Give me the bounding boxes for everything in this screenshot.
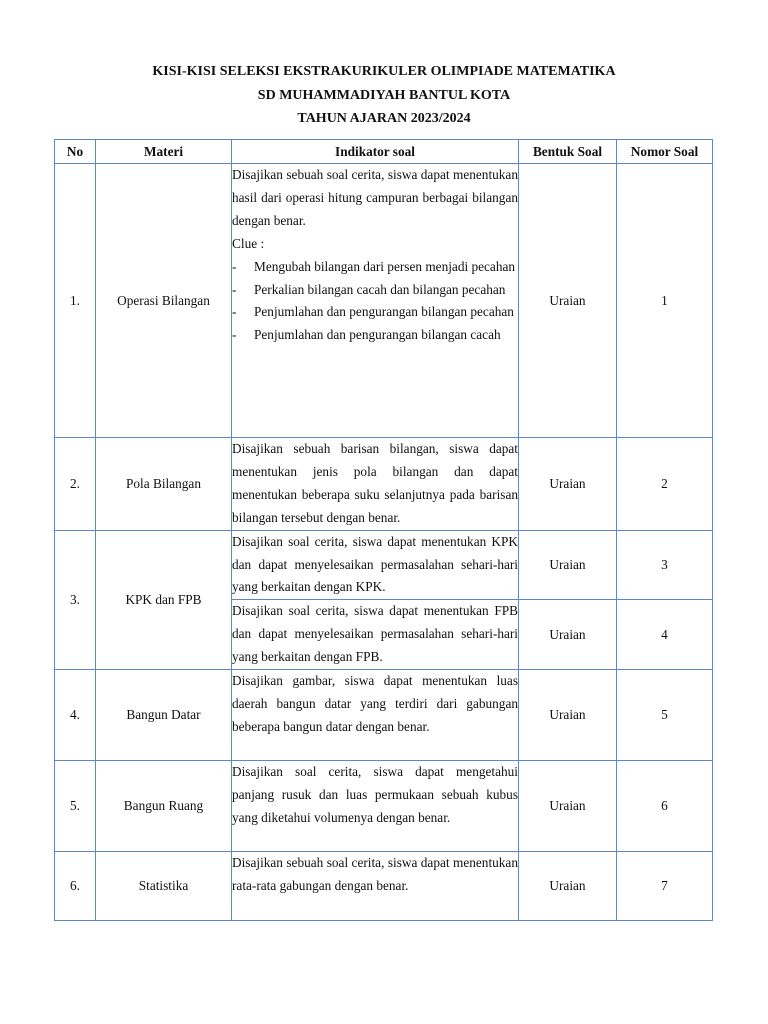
cell-indikator: Disajikan sebuah barisan bilangan, siswa dapat menentukan jenis pola bilangan dan dapat menentukan beberapa suku selanjutnya pada barisan bilangan tersebut dengan benar.	[232, 438, 519, 531]
title-line-3: TAHUN AJARAN 2023/2024	[297, 111, 471, 126]
cell-no: 3.	[55, 530, 96, 669]
cell-no: 2.	[55, 438, 96, 531]
table-row	[55, 852, 713, 921]
clue-item-text: Penjumlahan dan pengurangan bilangan pecahan	[254, 304, 514, 320]
table-row	[55, 670, 713, 761]
cell-no: 5.	[55, 761, 96, 852]
kisi-kisi-table	[54, 139, 713, 921]
cell-materi: Operasi Bilangan	[96, 164, 232, 438]
clue-item	[232, 256, 518, 279]
title-line-2: SD MUHAMMADIYAH BANTUL KOTA	[257, 87, 511, 103]
cell-bentuk-soal: Uraian	[519, 761, 617, 852]
header-materi: Materi	[96, 140, 232, 164]
table-row	[55, 164, 713, 438]
table-header-row	[55, 140, 713, 164]
cell-nomor-soal: 1	[617, 164, 713, 438]
cell-no: 6.	[55, 852, 96, 921]
cell-nomor-soal: 5	[617, 670, 713, 761]
cell-indikator	[232, 164, 519, 438]
clue-item	[232, 324, 518, 347]
cell-indikator: Disajikan soal cerita, siswa dapat menentukan FPB dan dapat menyelesaikan permasalahan sehari-hari yang berkaitan dengan FPB.	[232, 600, 519, 670]
document-title	[0, 60, 768, 131]
table-row	[55, 761, 713, 852]
cell-bentuk-soal: Uraian	[519, 600, 617, 670]
clue-label: Clue :	[232, 235, 265, 251]
bullet-marker: -	[232, 258, 237, 274]
cell-no: 4.	[55, 670, 96, 761]
cell-nomor-soal: 7	[617, 852, 713, 921]
table-row	[55, 530, 713, 600]
cell-nomor-soal: 6	[617, 761, 713, 852]
table-row	[55, 438, 713, 531]
cell-materi: Bangun Datar	[96, 670, 232, 761]
clue-item-text: Penjumlahan dan pengurangan bilangan cacah	[254, 327, 501, 343]
cell-bentuk-soal: Uraian	[519, 670, 617, 761]
cell-nomor-soal: 4	[617, 600, 713, 670]
cell-indikator: Disajikan soal cerita, siswa dapat mengetahui panjang rusuk dan luas permukaan sebuah kubus yang diketahui volumenya dengan benar.	[232, 761, 519, 852]
cell-bentuk-soal: Uraian	[519, 530, 617, 600]
cell-indikator: Disajikan soal cerita, siswa dapat menentukan KPK dan dapat menyelesaikan permasalahan sehari-hari yang berkaitan dengan KPK.	[232, 530, 519, 600]
cell-materi: Pola Bilangan	[96, 438, 232, 531]
clue-item-text: Perkalian bilangan cacah dan bilangan pecahan	[254, 281, 506, 297]
cell-nomor-soal: 3	[617, 530, 713, 600]
cell-materi: Bangun Ruang	[96, 761, 232, 852]
cell-indikator: Disajikan gambar, siswa dapat menentukan luas daerah bangun datar yang terdiri dari gabungan beberapa bangun datar dengan benar.	[232, 670, 519, 761]
cell-bentuk-soal: Uraian	[519, 164, 617, 438]
clue-item	[232, 279, 518, 302]
cell-indikator: Disajikan sebuah soal cerita, siswa dapat menentukan rata-rata gabungan dengan benar.	[232, 852, 519, 921]
cell-materi: KPK dan FPB	[96, 530, 232, 669]
bullet-marker: -	[232, 304, 237, 320]
cell-bentuk-soal: Uraian	[519, 852, 617, 921]
clue-item	[232, 301, 518, 324]
cell-materi: Statistika	[96, 852, 232, 921]
cell-bentuk-soal: Uraian	[519, 438, 617, 531]
header-bentuk-soal: Bentuk Soal	[519, 140, 617, 164]
title-line-1: KISI-KISI SELEKSI EKSTRAKURIKULER OLIMPIADE MATEMATIKA	[152, 64, 616, 79]
header-indikator: Indikator soal	[232, 140, 519, 164]
cell-nomor-soal: 2	[617, 438, 713, 531]
indikator-text: Disajikan sebuah soal cerita, siswa dapat menentukan hasil dari operasi hitung campuran berbagai bilangan dengan benar.	[232, 167, 518, 228]
bullet-marker: -	[232, 281, 237, 297]
header-no: No	[55, 140, 96, 164]
bullet-marker: -	[232, 327, 237, 343]
cell-no: 1.	[55, 164, 96, 438]
header-nomor-soal: Nomor Soal	[617, 140, 713, 164]
clue-item-text: Mengubah bilangan dari persen menjadi pecahan	[254, 258, 516, 274]
